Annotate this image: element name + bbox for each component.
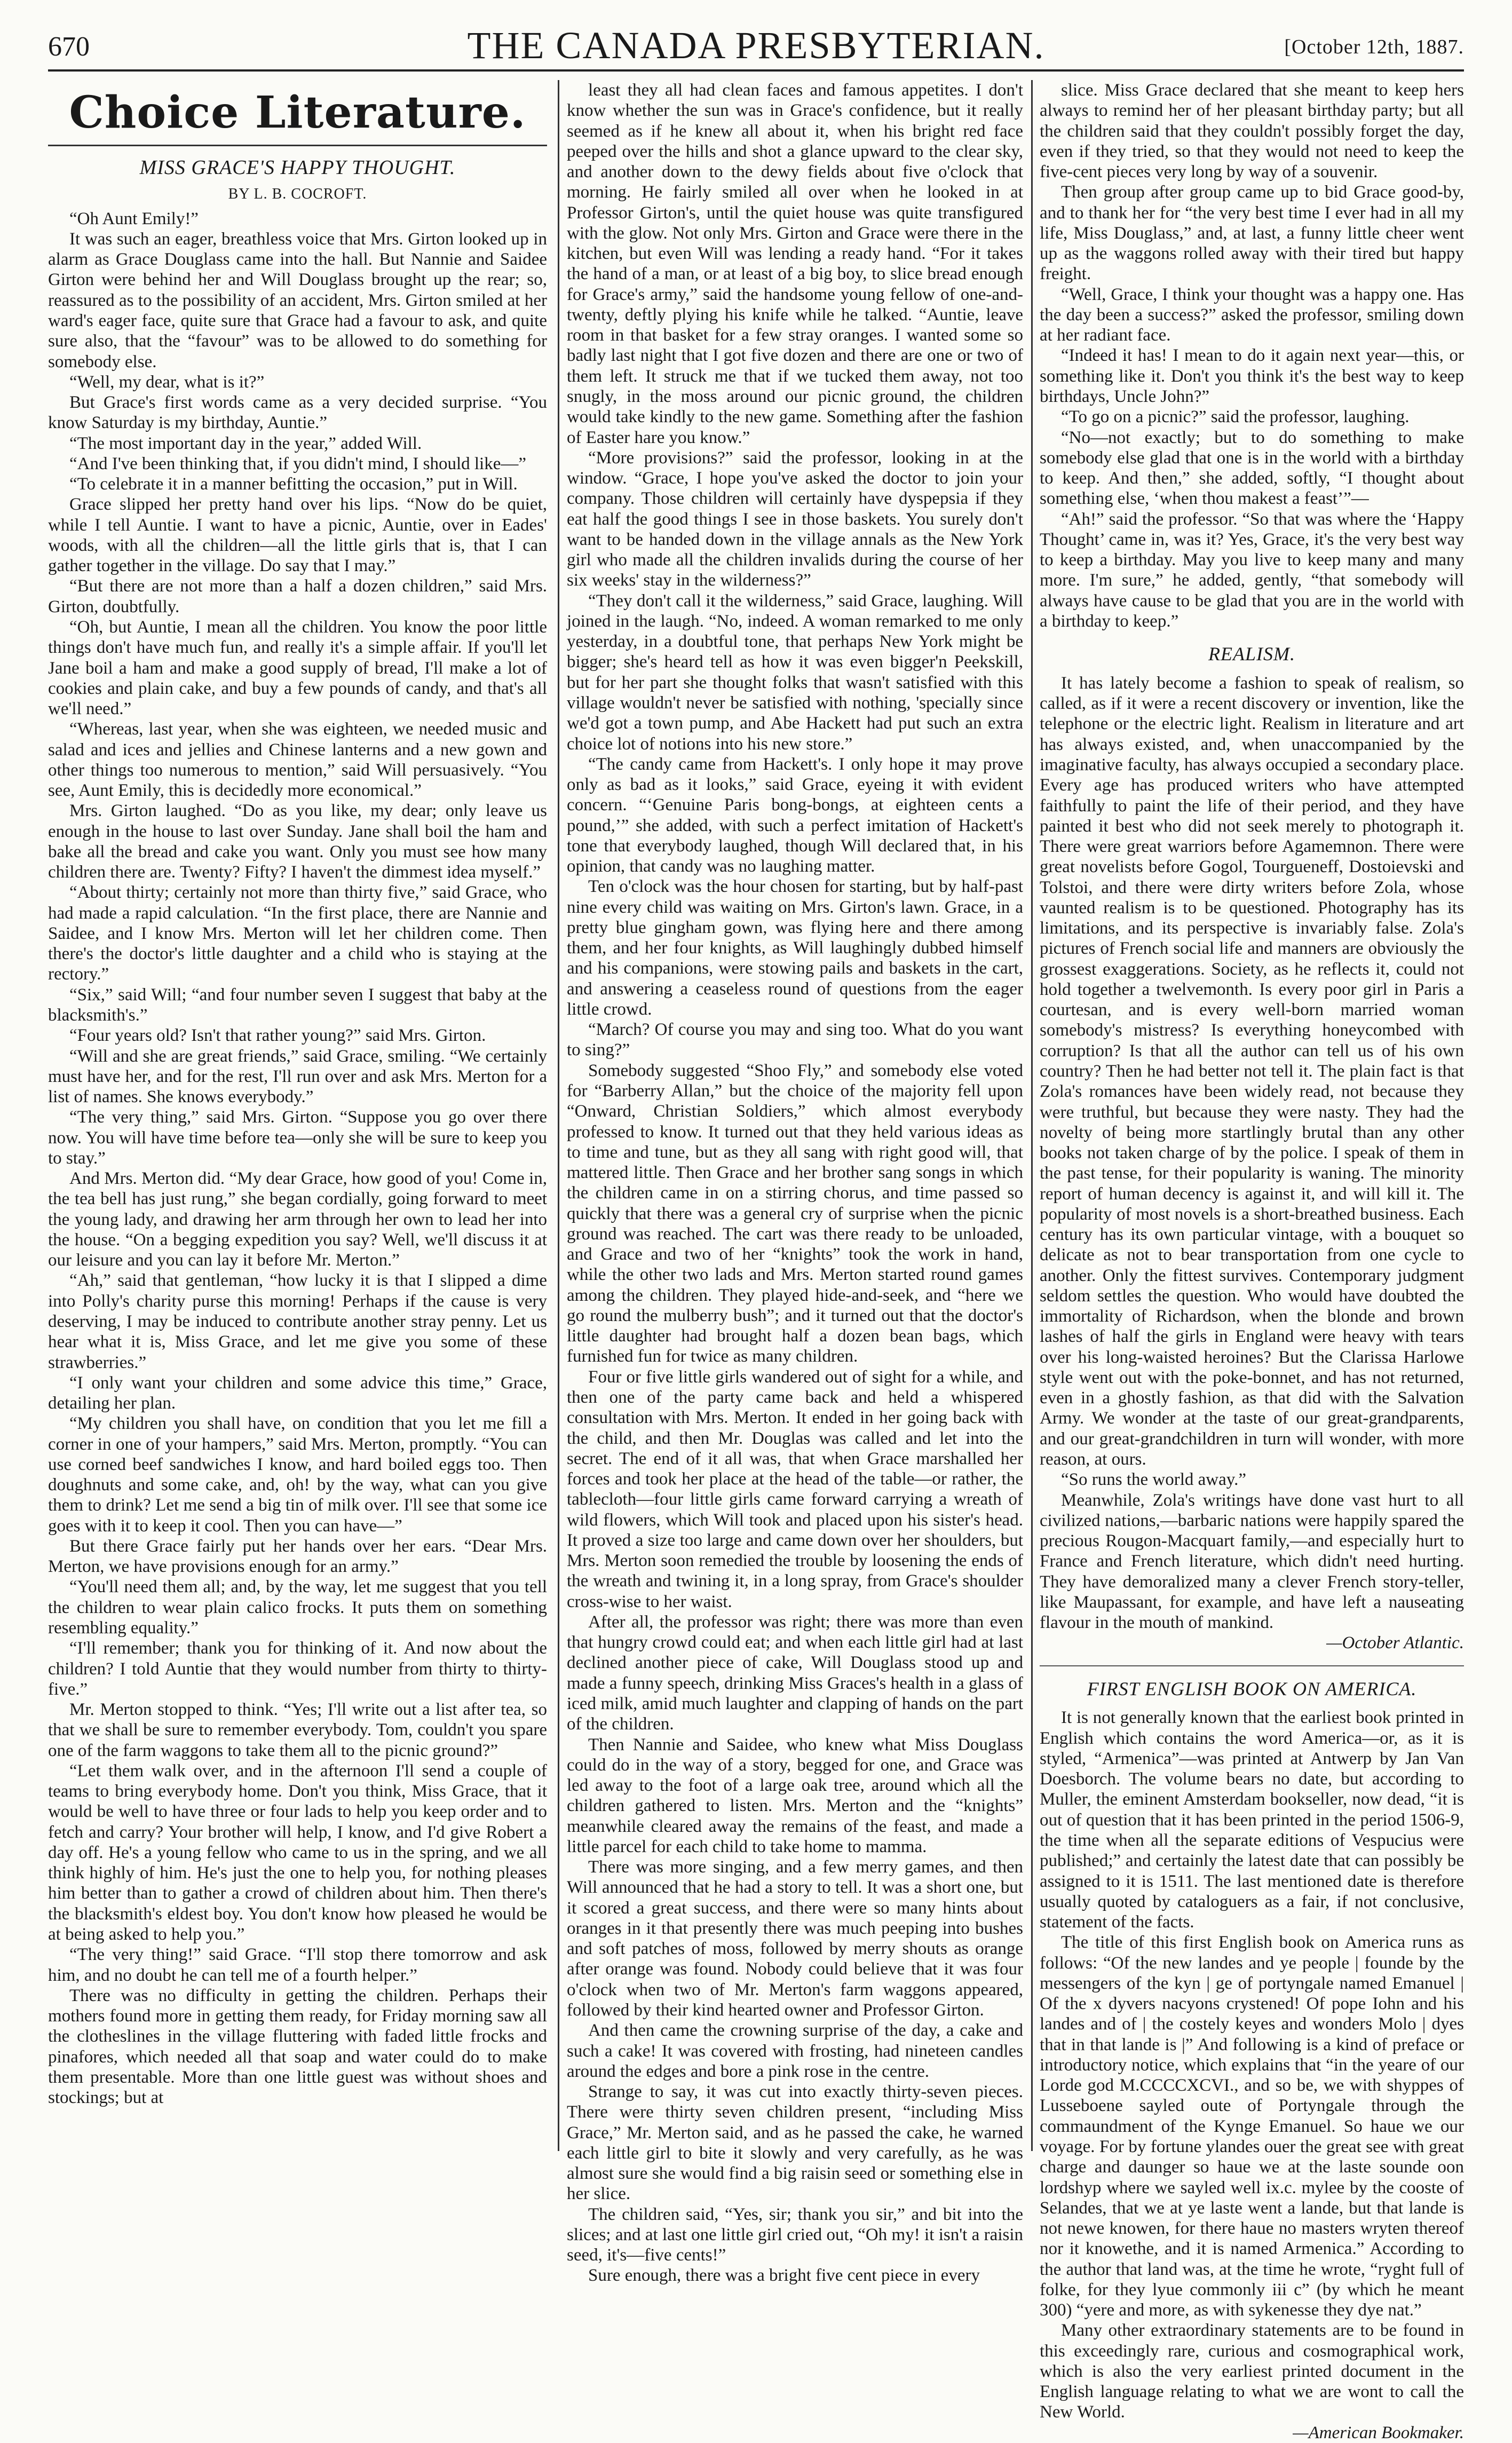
paragraph: But Grace's first words came as a very decided surprise. “You know Saturday is my birthday, Auntie.” bbox=[48, 393, 547, 433]
byline: BY L. B. COCROFT. bbox=[228, 186, 367, 203]
first-book-title: FIRST ENGLISH BOOK ON AMERICA. bbox=[1040, 1665, 1464, 1701]
paragraph: “Will and she are great friends,” said Grace, smiling. “We certainly must have her, and for the rest, I'll run over and ask Mrs. Merton for a list of names. She knows everybody.” bbox=[48, 1046, 547, 1107]
paragraph: Then group after group came up to bid Grace good-by, and to thank her for “the very best time I ever had in all my life, Miss Douglass,” and, at last, a funny little cheer went up as the waggons rolled away with their tired but happy freight. bbox=[1040, 183, 1464, 284]
paragraph: And then came the crowning surprise of the day, a cake and such a cake! It was covered with frosting, had nineteen candles around the edges and bore a pink rose in the centre. bbox=[567, 2021, 1023, 2081]
paragraph: “The very thing!” said Grace. “I'll stop there tomorrow and ask him, and no doubt he can tell me of a fourth helper.” bbox=[48, 1945, 547, 1985]
paragraph: “I only want your children and some advice this time,” Grace, detailing her plan. bbox=[48, 1373, 547, 1413]
paragraph: And Mrs. Merton did. “My dear Grace, how good of you! Come in, the tea bell has just rung,” she began cordially, going forward to meet the young lady, and drawing her arm through her own to lead her into the house. “On a begging expedition you say? Well, we'll discuss it at our leisure and you can lay it before Mr. Merton.” bbox=[48, 1169, 547, 1270]
realism-attribution: —October Atlantic. bbox=[1326, 1633, 1464, 1653]
paragraph: “So runs the world away.” bbox=[1061, 1470, 1247, 1490]
paragraph: Meanwhile, Zola's writings have done vast hurt to all civilized nations,—barbaric nations were happily spared the precious Rougon-Macquart family,—and especially hurt to France and French literature, which didn't need hurting. They have demoralized many a clever French story-teller, like Maupassant, for example, and have left a nauseating flavour in the mouth of mankind. bbox=[1040, 1490, 1464, 1633]
paragraph: “I'll remember; thank you for thinking of it. And now about the children? I told Auntie that they would number from thirty to thirty-five.” bbox=[48, 1639, 547, 1699]
paragraph: Four or five little girls wandered out of sight for a while, and then one of the party came back and held a whispered consultation with Mrs. Merton. It ended in her going back with the child, and then Mr. Douglas was called and let into the secret. The end of it all was, that when Grace marshalled her forces and took her place at the head of the table—or rather, the tablecloth—four little girls came forward carrying a wreath of wild flowers, which Will took and placed upon his sister's head. It proved a size too large and came down over her shoulders, but Mrs. Merton soon remedied the trouble by loosening the ends of the wreath and twining it, in a long spray, from Grace's shoulder cross-wise to her waist. bbox=[567, 1367, 1023, 1611]
column-3 bbox=[1040, 80, 1464, 2442]
column-rule bbox=[1031, 80, 1033, 2151]
first-book-attribution: —American Bookmaker. bbox=[1293, 2423, 1464, 2442]
issue-date: [October 12th, 1887. bbox=[1284, 36, 1464, 58]
realism-title: REALISM. bbox=[1208, 643, 1295, 665]
paragraph: The children said, “Yes, sir; thank you sir,” and bit into the slices; and at last one little girl cried out, “Oh my! it isn't a raisin seed, it's—five cents!” bbox=[567, 2204, 1023, 2265]
paragraph: “You'll need them all; and, by the way, let me suggest that you tell the children to wear plain calico frocks. It puts them on something resembling equality.” bbox=[48, 1577, 547, 1638]
paragraph: “The most important day in the year,” added Will. bbox=[69, 433, 422, 453]
paragraph: “Four years old? Isn't that rather young?” said Mrs. Girton. bbox=[69, 1026, 486, 1046]
paragraph: “They don't call it the wilderness,” said Grace, laughing. Will joined in the laugh. “No, indeed. A woman remarked to me only yesterday, in a doubtful tone, that perhaps New York might be bigger; she's heard tell as how it was even bigger'n Peekskill, but for her part she thought folks that wasn't satisfied with this village wouldn't never be satisfied with nothing, 'specially since we'd got a town pump, and Abe Hackett had put such an extra choice lot of notions into his new store.” bbox=[567, 591, 1023, 754]
paragraph: “The very thing,” said Mrs. Girton. “Suppose you go over there now. You will have time before tea—only she will be sure to keep you to stay.” bbox=[48, 1108, 547, 1168]
paragraph: “And I've been thinking that, if you didn't mind, I should like—” bbox=[69, 454, 527, 473]
paragraph: “Whereas, last year, when she was eighteen, we needed music and salad and ices and jellies and Chinese lanterns and a new gown and other things too numerous to mention,” said Will persuasively. “You see, Aunt Emily, this is decidedly more economical.” bbox=[48, 720, 547, 801]
paragraph: It has lately become a fashion to speak of realism, so called, as if it were a recent discovery or invention, like the telephone or the electric light. Realism in literature and art has always existed, and, when unaccompanied by the imaginative faculty, has always occupied a secondary place. Every age has produced writers who have attempted faithfully to paint the life of their period, and they have painted it best who did not seek merely to photograph it. There were great warriors before Agamemnon. There were great novelists before Gogol, Tourgueneff, Dostoievski and Tolstoi, and there were dirty writers before Zola, whose vaunted realism is to be questioned. Photography has its limitations, and its perspective is invariably false. Zola's pictures of French social life and manners are obviously the grossest exaggerations. Society, as he reflects it, could not hold together a twelvemonth. Is every poor girl in Paris a courtesan, and is every well-born married woman somebody's mistress? Is everything honeycombed with corruption? Is that all the author can tell us of his own country? Then he had better not tell it. The plain fact is that Zola's romances have been widely read, not because they were truthful, but because they were nasty. They had the novelty of being more startlingly brutal than any other books not taken charge of by the police. I speak of them in the past tense, for their popularity is waning. The minority report of human decency is against it, and will kill it. The popularity of most novels is a short-breathed business. Each century has its own particular vintage, with a bouquet so delicate as not to bear transportation from one cycle to another. Only the fittest survives. Contemporary judgment seldom settles the question. Who would have doubted the immortality of Richardson, when the blonde and brown lashes of half the girls in England were heavy with tears over his long-waisted heroines? But the Clarissa Harlowe style went out with the poke-bonnet, and has not returned, even in a ghostly fashion, as that did with the Salvation Army. We wonder at the taste of our great-grandparents, and our great-grandchildren in turn will wonder, with more reason, at ours. bbox=[1040, 673, 1464, 1469]
paragraph: “But there are not more than a half a dozen children,” said Mrs. Girton, doubtfully. bbox=[48, 576, 547, 616]
paragraph: “My children you shall have, on condition that you let me fill a corner in one of your hampers,” said Mrs. Merton, promptly. “You can use corned beef sandwiches I know, and hard boiled eggs too. Then doughnuts and some cake, and, oh! by the way, what can you give them to drink? Let me send a big tin of milk over. I'll see that some ice goes with it to keep it cool. Then you can have—” bbox=[48, 1414, 547, 1536]
paragraph: “Well, Grace, I think your thought was a happy one. Has the day been a success?” asked the professor, smiling down at her radiant face. bbox=[1040, 284, 1464, 345]
story-body bbox=[48, 209, 547, 2108]
masthead-title: THE CANADA PRESBYTERIAN. bbox=[467, 24, 1045, 67]
paragraph: The title of this first English book on America runs as follows: “Of the new landes and ye people | founde by the messengers of the kyn | ge of portyngale named Emanuel | Of the x dyvers nacyons crystened! Of pope Iohn and his landes and of | the costely keyes and wonders Molo | dyes that in that lande is |” And following is a kind of preface or introductory notice, which explains that “in the yeare of our Lorde god M.CCCCXCVI., and so be, we with shyppes of Lusseboene sayled oute of Portyngale through the commaundment of the Kynge Emanuel. So haue we our voyage. For by fortune ylandes ouer the great see with great charge and daunger so haue we at the laste sounde oon lordshyp where we sayled well ix.c. mylee by the cooste of Selandes, that we at ye laste went a lande, but that lande is not newe knowen, for there haue no masters wryten thereof nor it knowethe, and it is named Armenica.” According to the author that land was, at the time he wrote, “ryght full of folke, for they lyue commonly iii c” (by which he meant 300) “yere and more, as with sykenesse they dye nat.” bbox=[1040, 1933, 1464, 2320]
paragraph: “March? Of course you may and sing too. What do you want to sing?” bbox=[567, 1020, 1023, 1060]
paragraph: Ten o'clock was the hour chosen for starting, but by half-past nine every child was waiting on Mrs. Girton's lawn. Grace, in a pretty blue gingham gown, was flying here and there among them, and her four knights, as Will laughingly dubbed himself and his companions, were stowing pails and baskets in the cart, and answering a ceaseless round of questions from the eager little crowd. bbox=[567, 877, 1023, 1019]
paragraph: “To go on a picnic?” said the professor, laughing. bbox=[1061, 407, 1410, 427]
paragraph: It was such an eager, breathless voice that Mrs. Girton looked up in alarm as Grace Douglass came into the hall. But Nannie and Saidee Girton were behind her and Will Douglass brought up the rear; so, reassured as to the possibility of an accident, Mrs. Girton smiled at her ward's eager face, quite sure that Grace had a favour to ask, and quite sure also, that the “favour” was to be allowed to do something for somebody else. bbox=[48, 229, 547, 371]
paragraph: Many other extraordinary statements are to be found in this exceedingly rare, curious and cosmographical work, which is also the very earliest printed document in the English language relating to what we are wont to call the New World. bbox=[1040, 2321, 1464, 2422]
paragraph: “Oh, but Auntie, I mean all the children. You know the poor little things don't have much fun, and really it's a simple affair. If you'll let Jane boil a ham and make a good supply of bread, I'll make a lot of cookies and plain cake, and buy a few pounds of candy, and that's all we'll need.” bbox=[48, 617, 547, 719]
department-heading: Choice Literature. bbox=[48, 88, 547, 146]
paragraph: least they all had clean faces and famous appetites. I don't know whether the sun was in Grace's confidence, but it really seemed as if he knew all about it, when his bright red face peeped over the hills and shot a glance upward to the clear sky, and another down to the dewy fields about five o'clock that morning. He fairly smiled all over when he looked in at Professor Girton's, until the quiet house was quite transfigured with the glow. Not only Mrs. Girton and Grace were there in the kitchen, but even Will was lending a ready hand. “For it takes the hand of a man, or at least of a big boy, to slice bread enough for Grace's army,” said the handsome young fellow of one-and-twenty, deftly plying his knife while he talked. “Auntie, leave room in that basket for a few stray oranges. I wanted some so badly last night that I got five dozen and there are one or two of them left. It struck me that if we tucked them away, not too snugly, in the moss around our picnic ground, the children would take kindly to the new game. Something after the fashion of Easter hare you know.” bbox=[567, 81, 1023, 447]
paragraph: “Indeed it has! I mean to do it again next year—this, or something like it. Don't you think it's the best way to keep birthdays, Uncle John?” bbox=[1040, 346, 1464, 406]
paragraph: There was no difficulty in getting the children. Perhaps their mothers found more in getting them ready, for Friday morning saw all the clotheslines in the village fluttering with faded little frocks and pinafores, which needed all that soap and water could do to make them presentable. More than one little guest was without shoes and stockings; but at bbox=[48, 1986, 547, 2108]
column-rule bbox=[558, 80, 559, 2151]
paragraph: “Ah,” said that gentleman, “how lucky it is that I slipped a dime into Polly's charity purse this morning! Perhaps if the cause is very deserving, I may be induced to contribute another stray penny. Let us hear what it is, Miss Grace, and let me give you some of these strawberries.” bbox=[48, 1271, 547, 1372]
column-2 bbox=[567, 80, 1023, 2286]
paragraph: slice. Miss Grace declared that she meant to keep hers always to remind her of her pleasant birthday party; but all the children said that they couldn't possibly forget the day, even if they tried, so that they would not need to keep the five-cent pieces very long by way of a souvenir. bbox=[1040, 81, 1464, 182]
paragraph: Sure enough, there was a bright five cent piece in every bbox=[588, 2266, 980, 2286]
paragraph: “No—not exactly; but to do something to make somebody else glad that one is in the world with a birthday to keep. And then,” she added, softly, “I thought about something else, ‘when thou makest a feast’”— bbox=[1040, 428, 1464, 509]
paragraph: “Let them walk over, and in the afternoon I'll send a couple of teams to bring everybody home. Don't you think, Miss Grace, that it would be well to have three or four lads to help you keep order and to fetch and carry? Your brother will help, I know, and I'd give Robert a day off. He's a young fellow who came to us in the spring, and we all think highly of him. He's just the one to help you, for nothing pleases him better than to gather a crowd of children about him. Then there's the blacksmith's eldest boy. You don't know how pleased he would be at being asked to help you.” bbox=[48, 1761, 547, 1944]
realism-article bbox=[1040, 673, 1464, 1633]
paragraph: Mrs. Girton laughed. “Do as you like, my dear; only leave us enough in the house to last over Sunday. Jane shall boil the ham and bake all the bread and cake you want. Only you must see how many children there are. Twenty? Fifty? I haven't the dimmest idea myself.” bbox=[48, 801, 547, 882]
paragraph: “Ah!” said the professor. “So that was where the ‘Happy Thought’ came in, was it? Yes, Grace, it's the very best way to keep a birthday. May you live to keep many and many more. I'm sure,” he added, gently, “that somebody will always have cause to be glad that you are in the world with a birthday to keep.” bbox=[1040, 509, 1464, 631]
story-body-continued bbox=[567, 80, 1023, 2286]
paragraph: “Oh Aunt Emily!” bbox=[69, 209, 199, 228]
paragraph: Grace slipped her pretty hand over his lips. “Now do be quiet, while I tell Auntie. I want to have a picnic, Auntie, over in Eades' woods, with all the children—all the little girls that is, that I can gather together in the village. Do say that I may.” bbox=[48, 495, 547, 576]
paragraph: It is not generally known that the earliest book printed in English which contains the word America—or, as it is styled, “Armenica”—was printed at Antwerp by Jan Van Doesborch. The volume bears no date, but according to Muller, the eminent Amsterdam bookseller, now dead, “it is out of question that it has been printed in the period 1506-9, the time when all the separate editions of Vespucius were published;” and certainly the latest date that can possibly be assigned to it is 1511. The last mentioned date is therefore usually quoted by cataloguers as a fair, if not conclusive, statement of the facts. bbox=[1040, 1708, 1464, 1932]
paragraph: “The candy came from Hackett's. I only hope it may prove only as bad as it looks,” said Grace, eyeing it with evident concern. “‘Genuine Paris bong-bongs, at eighteen cents a pound,’” she added, with such a perfect imitation of Hackett's tone that everybody laughed, though Will declared that, in his opinion, that candy was no laughing matter. bbox=[567, 754, 1023, 876]
paragraph: “More provisions?” said the professor, looking in at the window. “Grace, I hope you've asked the doctor to join your company. Those children will certainly have dyspepsia if they eat half the good things I see in those baskets. You surely don't want to be handed down in the village annals as the New York girl who made all the children invalids during the course of her six weeks' stay in the wilderness?” bbox=[567, 448, 1023, 590]
page-number: 670 bbox=[48, 31, 90, 62]
first-book-article bbox=[1040, 1707, 1464, 2422]
story-ending bbox=[1040, 80, 1464, 631]
story-title: MISS GRACE'S HAPPY THOUGHT. bbox=[139, 156, 456, 179]
paragraph: There was more singing, and a few merry games, and then Will announced that he had a story to tell. It was a short one, but it scored a great success, and there were so many hints about oranges in it that presently there was much peeping into bushes and soft patches of moss, followed by merry shouts as orange after orange was found. Nobody could believe that it was four o'clock when two of Mr. Merton's farm waggons appeared, followed by their kind hearted owner and Professor Girton. bbox=[567, 1857, 1023, 2020]
paragraph: Strange to say, it was cut into exactly thirty-seven pieces. There were thirty seven children present, “including Miss Grace,” Mr. Merton said, and as he passed the cake, he warned each little girl to bite it slowly and very carefully, as he was almost sure she would find a big raisin seed or something else in her slice. bbox=[567, 2082, 1023, 2204]
paragraph: Then Nannie and Saidee, who knew what Miss Douglass could do in the way of a story, begged for one, and Grace was led away to the foot of a large oak tree, around which all the children gathered to listen. Mrs. Merton and the “knights” meanwhile cleared away the remains of the feast, and made a little parcel for each child to take home to mamma. bbox=[567, 1735, 1023, 1856]
paragraph: Somebody suggested “Shoo Fly,” and somebody else voted for “Barberry Allan,” but the choice of the majority fell upon “Onward, Christian Soldiers,” which almost everybody professed to know. It turned out that they held various ideas as to time and tune, but as they all sang with right good will, that mattered little. Then Grace and her brother sang songs in which the children came in on a stirring chorus, and time passed so quickly that there was a general cry of surprise when the picnic ground was reached. The cart was there ready to be unloaded, and Grace and two of her “knights” took the work in hand, while the other two lads and Mrs. Merton started round games among the children. They played hide-and-seek, and “here we go round the mulberry bush”; and it turned out that the doctor's little daughter had brought half a dozen bean bags, which furnished fun for twice as many children. bbox=[567, 1061, 1023, 1366]
paragraph: After all, the professor was right; there was more than even that hungry crowd could eat; and when each little girl had at last declined another piece of cake, Will Douglass stood up and made a funny speech, drinking Miss Graces's health in a glass of iced milk, amid much laughter and clapping of hands on the part of the children. bbox=[567, 1612, 1023, 1734]
paragraph: “About thirty; certainly not more than thirty five,” said Grace, who had made a rapid calculation. “In the first place, there are Nannie and Saidee, and I know Mrs. Merton will let her children come. Then there's the doctor's little daughter and a child who is staying at the rectory.” bbox=[48, 883, 547, 984]
column-1 bbox=[48, 80, 547, 2151]
paragraph: “Six,” said Will; “and four number seven I suggest that baby at the blacksmith's.” bbox=[48, 985, 547, 1025]
page-header bbox=[48, 16, 1464, 72]
paragraph: “Well, my dear, what is it?” bbox=[69, 372, 265, 392]
paragraph: But there Grace fairly put her hands over her ears. “Dear Mrs. Merton, we have provisions enough for an army.” bbox=[48, 1536, 547, 1577]
paragraph: Mr. Merton stopped to think. “Yes; I'll write out a list after tea, so that we shall be sure to remember everybody. Tom, couldn't you spare one of the farm waggons to take them all to the picnic ground?” bbox=[48, 1700, 547, 1760]
paragraph: “To celebrate it in a manner befitting the occasion,” put in Will. bbox=[69, 475, 518, 494]
